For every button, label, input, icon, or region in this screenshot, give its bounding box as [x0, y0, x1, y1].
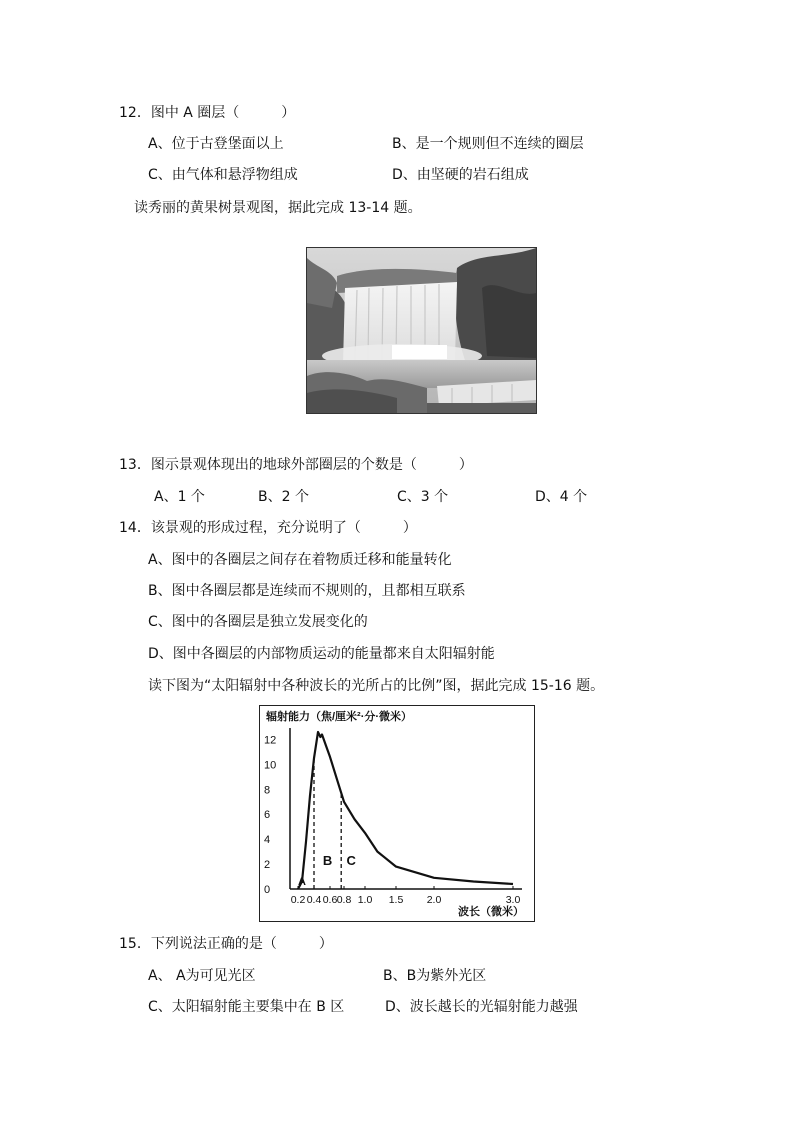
chart-x-tick-label: 2.0: [426, 894, 442, 906]
chart-region-label: C: [346, 853, 356, 868]
chart-y-tick-label: 8: [264, 784, 271, 797]
chart-x-tick-label: 3.0: [505, 894, 521, 906]
chart-y-tick-label: 2: [264, 859, 271, 872]
question-13-option-d: D、4 个: [535, 489, 588, 505]
intro-13-14: 读秀丽的黄果树景观图，据此完成 13-14 题。: [134, 200, 422, 216]
question-15-option-d: D、波长越长的光辐射能力越强: [385, 999, 578, 1015]
chart-x-tick-label: 0.6: [322, 894, 338, 906]
question-12-option-d: D、由坚硬的岩石组成: [392, 167, 529, 183]
chart-canvas: [260, 706, 534, 921]
chart-y-tick-label: 4: [264, 834, 271, 847]
chart-region-label: B: [322, 853, 333, 868]
question-13-option-a: A、1 个: [154, 489, 205, 505]
waterfall-photo: [306, 247, 537, 414]
chart-region-label: A: [298, 876, 306, 888]
chart-x-tick-label: 0.4: [306, 894, 322, 906]
chart-region-labels: [298, 853, 356, 888]
question-13-stem: 13．图示景观体现出的地球外部圈层的个数是（ ）: [119, 457, 473, 473]
question-15-option-c: C、太阳辐射能主要集中在 B 区: [148, 999, 345, 1015]
chart-y-tick-label: 6: [264, 809, 271, 822]
chart-y-tick-label: 10: [264, 759, 277, 772]
chart-x-tick-label: 1.0: [357, 894, 373, 906]
question-12-option-b: B、是一个规则但不连续的圈层: [392, 136, 584, 152]
question-15-stem: 15．下列说法正确的是（ ）: [119, 936, 333, 952]
chart-y-tick-label: 12: [264, 734, 277, 747]
question-14-stem: 14．该景观的形成过程，充分说明了（ ）: [119, 520, 417, 536]
question-12-stem: 12．图中 A 圈层（ ）: [119, 105, 296, 121]
question-14-option-d: D、图中各圈层的内部物质运动的能量都来自太阳辐射能: [148, 646, 495, 662]
question-15-option-a: A、 A为可见光区: [148, 968, 256, 984]
question-13-option-c: C、3 个: [397, 489, 449, 505]
intro-15-16: 读下图为“太阳辐射中各种波长的光所占的比例”图，据此完成 15-16 题。: [148, 678, 605, 694]
question-14-option-a: A、图中的各圈层之间存在着物质迁移和能量转化: [148, 552, 452, 568]
waterfall-illustration: [307, 248, 536, 413]
question-14-option-b: B、图中各圈层都是连续而不规则的，且都相互联系: [148, 583, 466, 599]
question-12-option-a: A、位于古登堡面以上: [148, 136, 284, 152]
chart-xlabel: 波长（微米）: [458, 906, 524, 918]
chart-ylabel: 辐射能力（焦/厘米²·分·微米）: [266, 711, 413, 723]
chart-y-ticks: [264, 734, 276, 896]
solar-radiation-chart: [259, 705, 535, 922]
chart-x-tick-label: 0.2: [290, 894, 306, 906]
question-15-option-b: B、B为紫外光区: [383, 968, 487, 984]
chart-x-tick-label: 0.8: [336, 894, 352, 906]
question-12-option-c: C、由气体和悬浮物组成: [148, 167, 298, 183]
question-14-option-c: C、图中的各圈层是独立发展变化的: [148, 614, 368, 630]
chart-y-tick-label: 0: [264, 884, 271, 896]
question-13-option-b: B、2 个: [258, 489, 309, 505]
chart-x-tick-label: 1.5: [388, 894, 404, 906]
